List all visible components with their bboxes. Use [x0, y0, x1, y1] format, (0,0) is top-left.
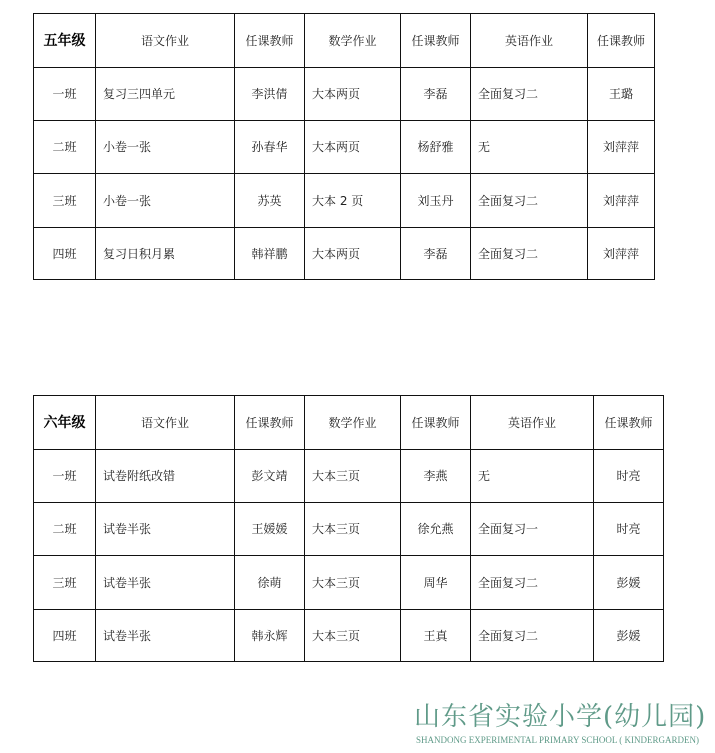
math-teacher: 周华 [401, 556, 471, 610]
column-header-math: 数学作业 [305, 14, 401, 68]
english-teacher: 时亮 [594, 450, 664, 503]
class-name: 二班 [34, 121, 96, 174]
english-teacher: 刘萍萍 [588, 228, 655, 280]
math-homework: 大本 2 页 [305, 174, 401, 228]
chinese-teacher: 徐萌 [235, 556, 305, 610]
english-teacher: 王璐 [588, 68, 655, 121]
chinese-teacher: 韩祥鹏 [235, 228, 305, 280]
chinese-teacher: 苏英 [235, 174, 305, 228]
chinese-homework: 试卷半张 [96, 503, 235, 556]
math-teacher: 李燕 [401, 450, 471, 503]
class-name: 二班 [34, 503, 96, 556]
column-header-teacher: 任课教师 [235, 14, 305, 68]
english-homework: 全面复习二 [471, 610, 594, 662]
english-teacher: 刘萍萍 [588, 121, 655, 174]
math-teacher: 杨舒雅 [401, 121, 471, 174]
english-teacher: 刘萍萍 [588, 174, 655, 228]
math-homework: 大本三页 [305, 610, 401, 662]
english-teacher: 时亮 [594, 503, 664, 556]
table-row [34, 68, 655, 121]
chinese-homework: 试卷半张 [96, 556, 235, 610]
class-name: 三班 [34, 174, 96, 228]
math-homework: 大本三页 [305, 503, 401, 556]
math-homework: 大本三页 [305, 556, 401, 610]
table-row [34, 228, 655, 280]
table-row [34, 450, 664, 503]
table-row [34, 174, 655, 228]
column-header-teacher: 任课教师 [594, 396, 664, 450]
grade-label: 六年级 [34, 396, 96, 450]
chinese-homework: 复习日积月累 [96, 228, 235, 280]
column-header-english: 英语作业 [471, 14, 588, 68]
column-header-chinese: 语文作业 [96, 396, 235, 450]
table-row [34, 610, 664, 662]
math-homework: 大本两页 [305, 68, 401, 121]
english-homework: 全面复习一 [471, 503, 594, 556]
table-row [34, 503, 664, 556]
school-name-english: SHANDONG EXPERIMENTAL PRIMARY SCHOOL ( KINDERGARDEN) [416, 735, 700, 745]
chinese-homework: 复习三四单元 [96, 68, 235, 121]
chinese-homework: 试卷半张 [96, 610, 235, 662]
chinese-teacher: 彭文靖 [235, 450, 305, 503]
column-header-teacher: 任课教师 [401, 14, 471, 68]
column-header-teacher: 任课教师 [235, 396, 305, 450]
chinese-teacher: 王媛媛 [235, 503, 305, 556]
math-teacher: 李磊 [401, 228, 471, 280]
english-homework: 无 [471, 121, 588, 174]
class-name: 一班 [34, 68, 96, 121]
class-name: 三班 [34, 556, 96, 610]
chinese-teacher: 孙春华 [235, 121, 305, 174]
column-header-chinese: 语文作业 [96, 14, 235, 68]
column-header-math: 数学作业 [305, 396, 401, 450]
english-teacher: 彭媛 [594, 610, 664, 662]
chinese-homework: 试卷附纸改错 [96, 450, 235, 503]
grade5-homework-table [33, 13, 655, 280]
chinese-teacher: 李洪倩 [235, 68, 305, 121]
math-homework: 大本两页 [305, 121, 401, 174]
table-row [34, 556, 664, 610]
class-name: 一班 [34, 450, 96, 503]
table-header-row [34, 14, 655, 68]
math-teacher: 刘玉丹 [401, 174, 471, 228]
math-homework: 大本三页 [305, 450, 401, 503]
class-name: 四班 [34, 228, 96, 280]
table-row [34, 121, 655, 174]
chinese-teacher: 韩永辉 [235, 610, 305, 662]
column-header-english: 英语作业 [471, 396, 594, 450]
math-teacher: 徐允燕 [401, 503, 471, 556]
table-header-row [34, 396, 664, 450]
chinese-homework: 小卷一张 [96, 174, 235, 228]
english-homework: 全面复习二 [471, 174, 588, 228]
english-homework: 全面复习二 [471, 556, 594, 610]
school-name-chinese: 山东省实验小学(幼儿园) [414, 702, 707, 732]
column-header-teacher: 任课教师 [588, 14, 655, 68]
english-teacher: 彭媛 [594, 556, 664, 610]
english-homework: 全面复习二 [471, 68, 588, 121]
column-header-teacher: 任课教师 [401, 396, 471, 450]
grade-label: 五年级 [34, 14, 96, 68]
chinese-homework: 小卷一张 [96, 121, 235, 174]
school-logo [414, 700, 708, 750]
grade6-homework-table [33, 395, 664, 662]
math-teacher: 李磊 [401, 68, 471, 121]
math-teacher: 王真 [401, 610, 471, 662]
english-homework: 全面复习二 [471, 228, 588, 280]
math-homework: 大本两页 [305, 228, 401, 280]
english-homework: 无 [471, 450, 594, 503]
class-name: 四班 [34, 610, 96, 662]
